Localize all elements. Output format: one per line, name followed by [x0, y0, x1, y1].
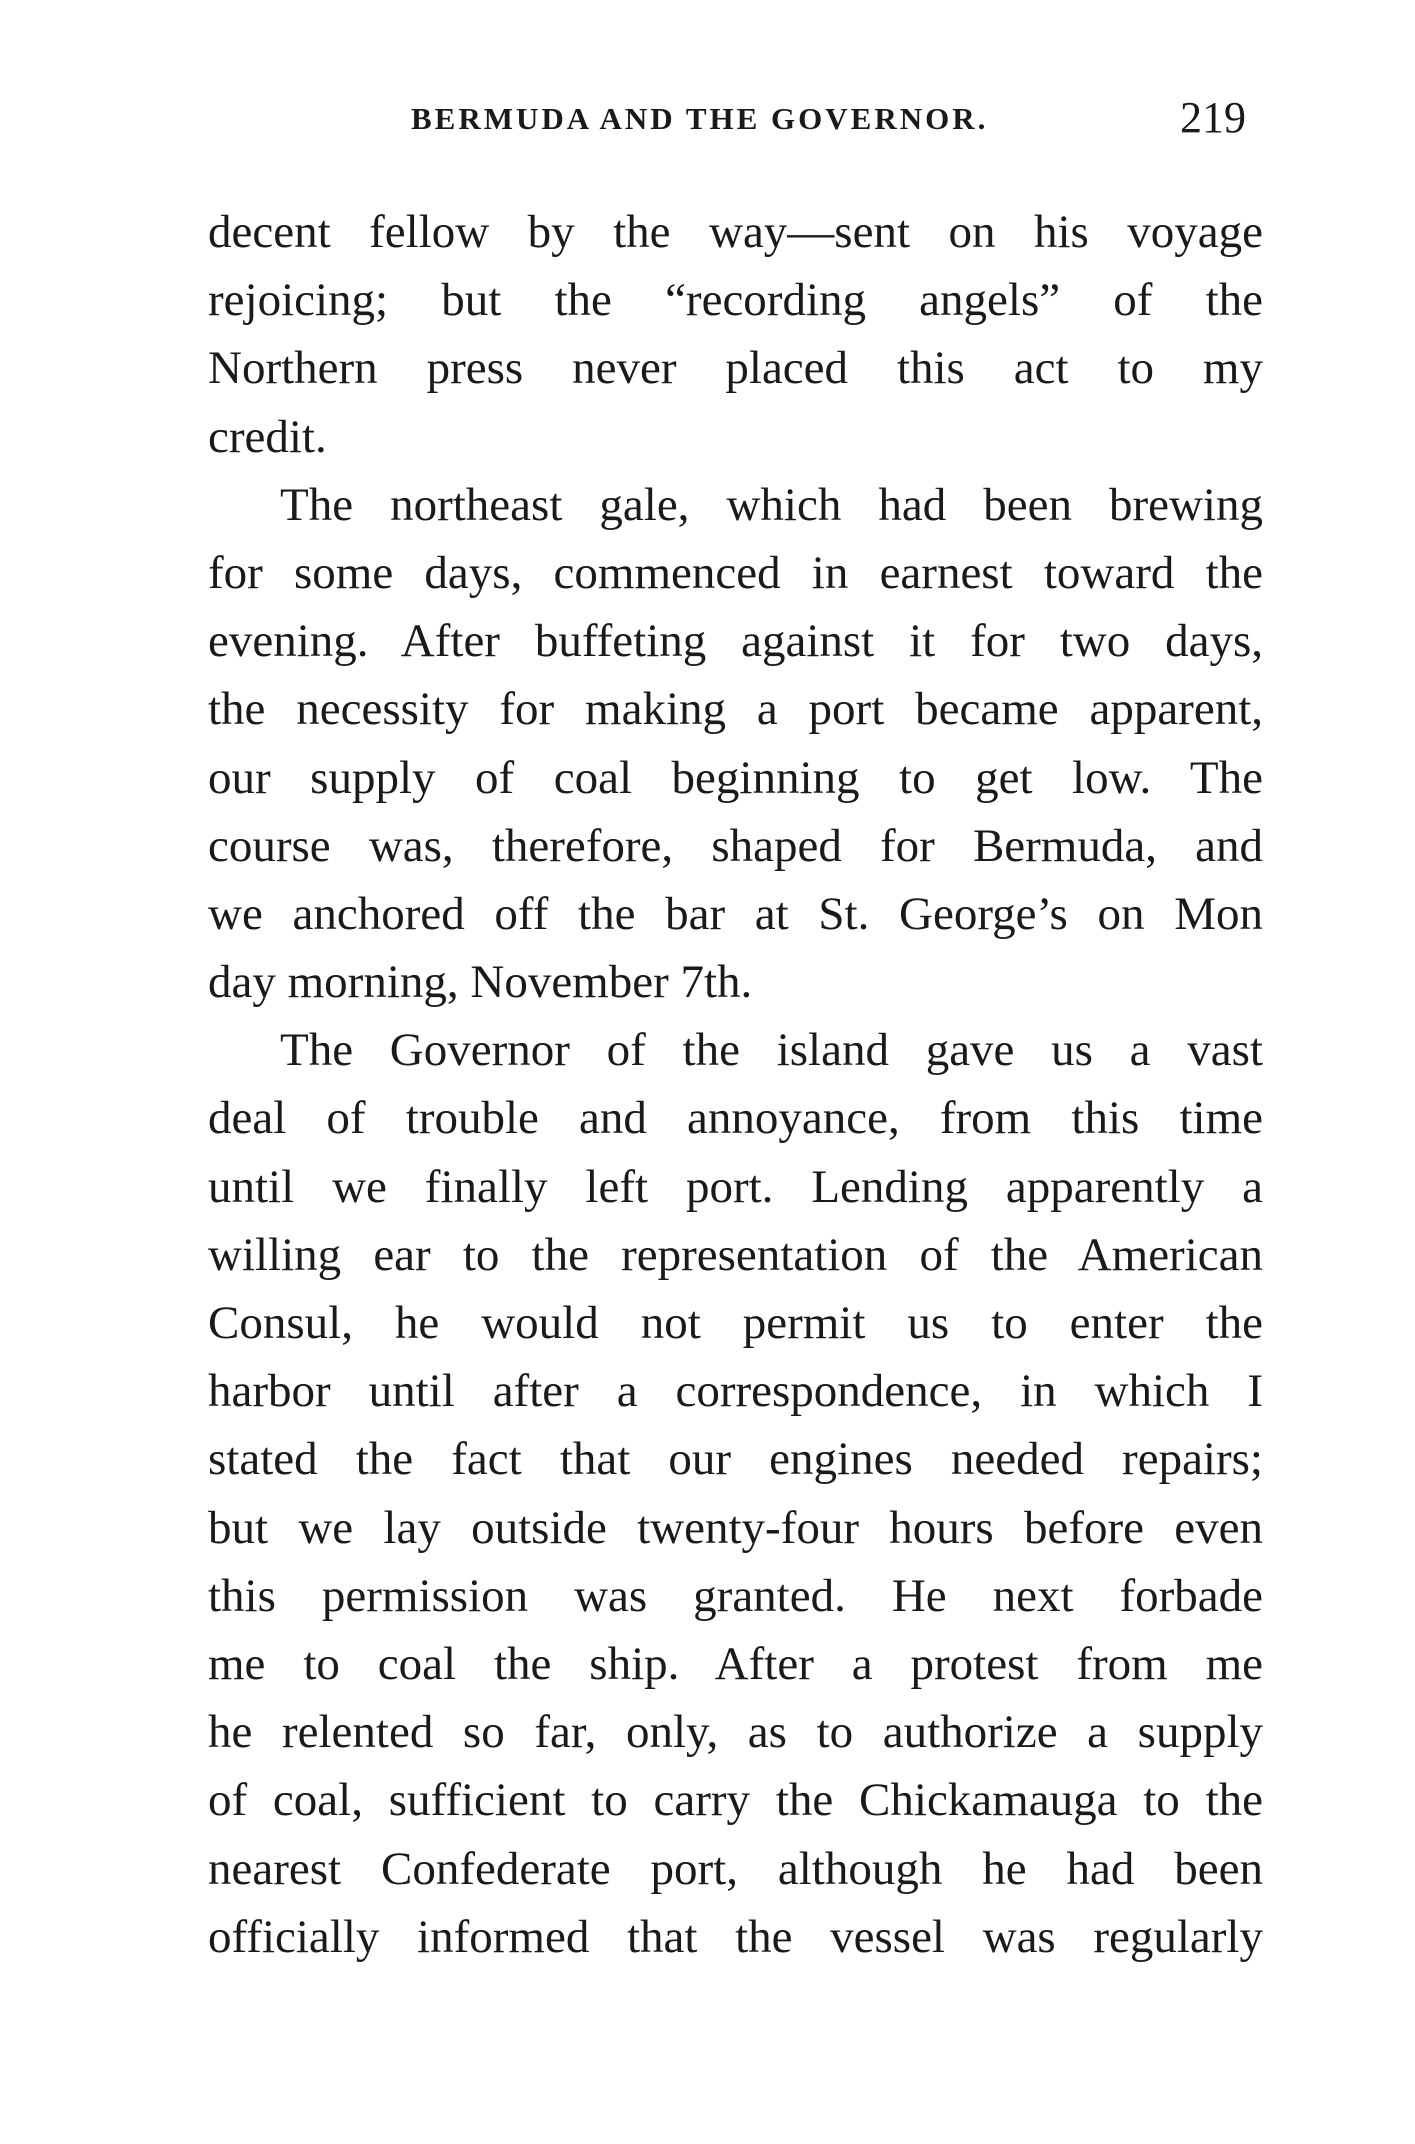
text-line: for some days, commenced in earnest toward the [208, 546, 1263, 599]
text-line: The northeast gale, which had been brewing [280, 478, 1263, 531]
page-number: 219 [1180, 93, 1246, 142]
text-line: stated the fact that our engines needed repairs; [208, 1433, 1263, 1486]
text-line: rejoicing; but the “recording angels” of the [208, 274, 1263, 327]
text-line: willing ear to the representation of the American [208, 1228, 1263, 1281]
text-line: deal of trouble and annoyance, from this time [208, 1092, 1263, 1145]
text-line: nearest Confederate port, although he had been [208, 1842, 1263, 1895]
text-line: The Governor of the island gave us a vast [280, 1024, 1263, 1077]
text-line: Consul, he would not permit us to enter the [208, 1297, 1263, 1349]
text-line: evening. After buffeting against it for two days, [208, 615, 1263, 668]
text-line: until we finally left port. Lending apparently a [208, 1160, 1263, 1213]
text-line: harbor until after a correspondence, in which I [208, 1365, 1263, 1418]
text-line: me to coal the ship. After a protest from me [208, 1637, 1263, 1690]
text-line: credit. [208, 410, 327, 463]
text-line: of coal, sufficient to carry the Chickamauga to the [208, 1774, 1263, 1827]
text-line: he relented so far, only, as to authorize a supply [208, 1706, 1263, 1759]
running-head: BERMUDA AND THE GOVERNOR. [411, 101, 989, 136]
text-line: we anchored off the bar at St. George’s on Mon [208, 887, 1263, 940]
text-line: day morning, November 7th. [208, 956, 753, 1009]
text-line: course was, therefore, shaped for Bermuda, and [208, 819, 1263, 872]
text-line: our supply of coal beginning to get low. The [208, 751, 1263, 804]
text-line: officially informed that the vessel was regularly [208, 1910, 1263, 1963]
text-line: Northern press never placed this act to my [208, 342, 1263, 395]
body-text [208, 198, 1263, 1971]
text-line: decent fellow by the way—sent on his voyage [208, 206, 1263, 258]
text-line: this permission was granted. He next forbade [208, 1569, 1263, 1622]
text-line: the necessity for making a port became apparent, [208, 683, 1263, 736]
text-line: but we lay outside twenty-four hours before even [208, 1501, 1263, 1554]
